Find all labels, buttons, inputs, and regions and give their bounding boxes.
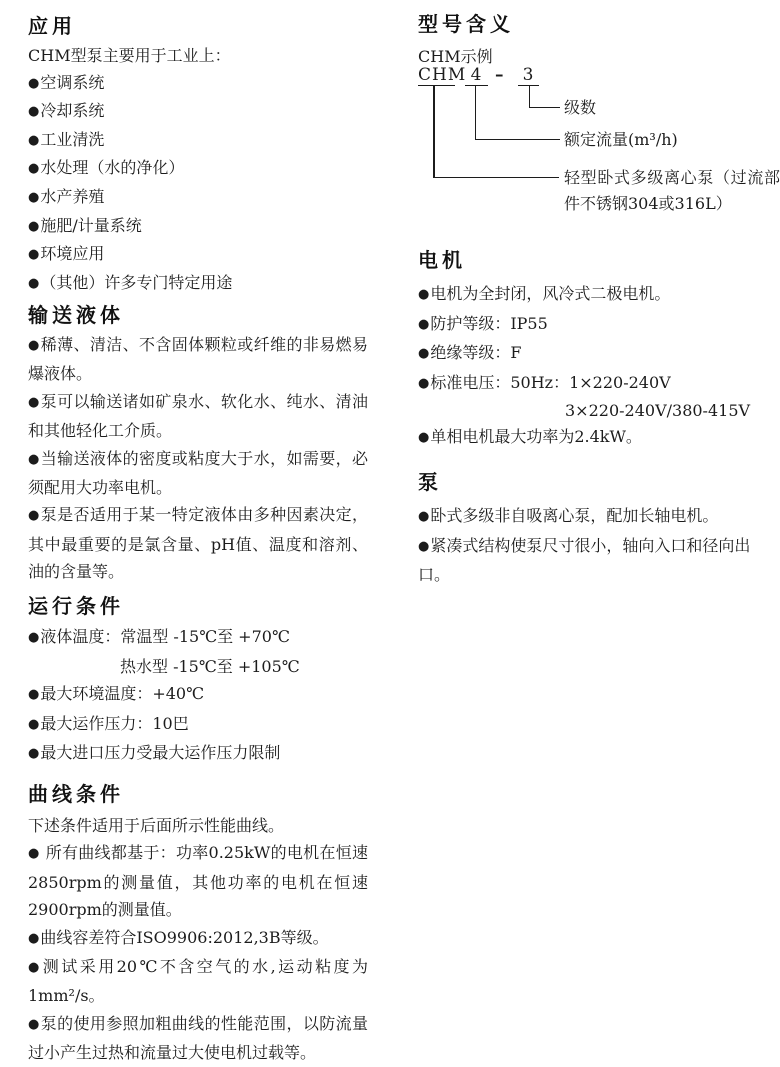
list-item — [418, 310, 778, 340]
section-motor — [418, 246, 778, 453]
model-label-flow: 额定流量(m³/h) — [564, 130, 678, 149]
list-item — [418, 502, 778, 532]
left-column — [28, 0, 368, 1063]
liquid-temp-line1: 液体温度：常温型 -15℃至 +70℃ — [40, 627, 290, 646]
bullet-icon: ● — [418, 509, 430, 524]
bullet-icon: ● — [28, 338, 40, 353]
bullet-icon: ● — [28, 846, 40, 862]
bullet-icon: ● — [418, 430, 430, 446]
model-connector-line-flow-horizontal — [475, 139, 560, 141]
application-intro: CHM型泵主要用于工业上： — [28, 46, 231, 65]
list-item-label: 泵的使用参照加粗曲线的性能范围，以防流量过小产生过热和流量过大使电机过载等。 — [28, 1013, 368, 1063]
bullet-icon: ● — [28, 1016, 40, 1032]
list-item-label: 绝缘等级：F — [430, 343, 522, 363]
bullet-icon: ● — [418, 346, 430, 362]
bullet-icon: ● — [28, 930, 40, 946]
application-heading: 应用 — [28, 14, 76, 38]
list-item-label: 所有曲线都基于：功率0.25kW的电机在恒速2850rpm的测量值，其他功率的电机在恒速2900rpm的测量值。 — [28, 843, 368, 920]
model-connector-line-series-horizontal — [433, 177, 559, 179]
list-item — [28, 839, 368, 923]
bullet-icon: ● — [28, 132, 40, 148]
bullet-icon: ● — [28, 218, 40, 234]
list-item — [418, 339, 778, 369]
list-item-label: 测试采用20℃不含空气的水,运动粘度为1mm²/s。 — [28, 957, 368, 1006]
pump-heading: 泵 — [418, 470, 442, 494]
list-item — [28, 710, 368, 740]
model-connector-line-stages-vertical — [529, 86, 531, 108]
section-pumped-liquids — [28, 301, 368, 586]
list-item — [28, 924, 368, 953]
bullet-icon: ● — [28, 247, 40, 263]
list-item-label: 水产养殖 — [40, 186, 105, 206]
pumped-liquids-heading: 输送液体 — [28, 303, 124, 327]
curve-conditions-intro: 下述条件适用于后面所示性能曲线。 — [28, 816, 285, 835]
voltage-line2: 3×220-240V/380-415V — [565, 401, 751, 421]
list-item — [28, 501, 368, 585]
bullet-icon: ● — [28, 716, 40, 732]
bullet-icon: ● — [418, 287, 430, 302]
voltage-line1: 标准电压：50Hz：1×220-240V — [430, 372, 671, 392]
list-item-label: 防护等级：IP55 — [430, 313, 548, 333]
list-item-label: 泵可以输送诸如矿泉水、软化水、纯水、清油和其他轻化工介质。 — [28, 391, 368, 441]
list-item-label: 电机为全封闭，风冷式二极电机。 — [430, 284, 671, 303]
liquid-temp-line2: 热水型 -15℃至 +105℃ — [120, 656, 300, 676]
bullet-icon: ● — [28, 630, 40, 645]
list-item — [28, 241, 368, 270]
list-item-label: 当输送液体的密度或粘度大于水，如需要，必须配用大功率电机。 — [28, 448, 368, 498]
bullet-icon: ● — [28, 960, 40, 976]
list-item-label: 稀薄、清洁、不含固体颗粒或纤维的非易燃易爆液体。 — [28, 335, 368, 384]
model-connector-line-stages-horizontal — [529, 107, 560, 109]
bullet-icon: ● — [28, 104, 40, 120]
model-code-prefix: CHM — [418, 65, 467, 85]
bullet-icon: ● — [418, 375, 430, 391]
list-item — [28, 98, 368, 127]
curve-conditions-heading: 曲线条件 — [28, 782, 124, 806]
list-item-label: 紧凑式结构使泵尺寸很小，轴向入口和径向出口。 — [418, 535, 751, 585]
list-item-label: 环境应用 — [40, 244, 105, 264]
bullet-icon: ● — [28, 508, 40, 524]
list-item-label: （其他）许多专门特定用途 — [40, 272, 233, 292]
list-item-label: 曲线容差符合ISO9906:2012,3B等级。 — [40, 927, 329, 947]
list-item-label: 水处理（水的净化） — [40, 158, 185, 178]
section-application — [28, 12, 368, 298]
bullet-icon: ● — [28, 161, 40, 177]
model-connector-line-flow-vertical — [475, 86, 477, 140]
list-item-label: 卧式多级非自吸离心泵，配加长轴电机。 — [430, 506, 719, 525]
list-item-label: 最大环境温度：+40℃ — [40, 684, 205, 704]
list-item — [28, 680, 368, 710]
list-item — [418, 423, 778, 453]
motor-power-item: 单相电机最大功率为2.4kW。 — [430, 427, 642, 447]
list-item-label: 空调系统 — [40, 72, 105, 92]
list-item — [418, 532, 778, 589]
model-code-stages: 3 — [518, 66, 539, 86]
bullet-icon: ● — [28, 746, 40, 762]
model-example-label: CHM示例 — [418, 47, 493, 66]
model-connector-line-series-vertical — [433, 86, 435, 178]
list-item — [28, 155, 368, 184]
section-pump — [418, 468, 778, 589]
list-item — [28, 213, 368, 242]
list-item — [28, 127, 368, 156]
bullet-icon: ● — [28, 394, 40, 410]
section-operating-conditions — [28, 592, 368, 769]
bullet-icon: ● — [418, 316, 430, 332]
list-item — [418, 280, 778, 310]
list-item — [28, 953, 368, 1010]
list-item — [28, 270, 368, 299]
list-item-label: 最大运作压力：10巴 — [40, 713, 189, 733]
bullet-icon: ● — [28, 687, 40, 703]
list-item — [28, 331, 368, 388]
bullet-icon: ● — [28, 75, 40, 91]
bullet-icon: ● — [28, 189, 40, 205]
model-code-flow: 4 — [465, 66, 488, 86]
list-item-label: 泵是否适用于某一特定液体由多种因素决定，其中最重要的是氯含量、pH值、温度和溶剂、油的含量等。 — [28, 505, 368, 582]
list-item-label: 施肥/计量系统 — [40, 215, 142, 235]
section-curve-conditions — [28, 780, 368, 1067]
model-code-dash: – — [495, 65, 504, 85]
list-item — [28, 739, 368, 769]
list-item — [28, 388, 368, 445]
list-item-label: 冷却系统 — [40, 101, 105, 121]
list-item — [28, 70, 368, 99]
list-item-label: 工业清洗 — [40, 129, 105, 149]
model-label-stages: 级数 — [564, 98, 597, 117]
bullet-icon: ● — [418, 538, 430, 554]
list-item — [28, 1010, 368, 1067]
bullet-icon: ● — [28, 451, 40, 467]
operating-conditions-heading: 运行条件 — [28, 594, 124, 618]
model-meaning-heading: 型号含义 — [418, 12, 514, 36]
section-model-meaning — [418, 10, 778, 235]
list-item — [28, 445, 368, 502]
model-label-series: 轻型卧式多级离心泵（过流部件不锈钢304或316L） — [564, 168, 780, 213]
right-column — [418, 0, 778, 1010]
list-item — [418, 369, 778, 399]
list-item — [28, 184, 368, 213]
list-item-label: 最大进口压力受最大运作压力限制 — [40, 743, 281, 763]
motor-heading: 电机 — [418, 248, 466, 272]
list-item — [28, 623, 368, 653]
bullet-icon: ● — [28, 275, 40, 291]
